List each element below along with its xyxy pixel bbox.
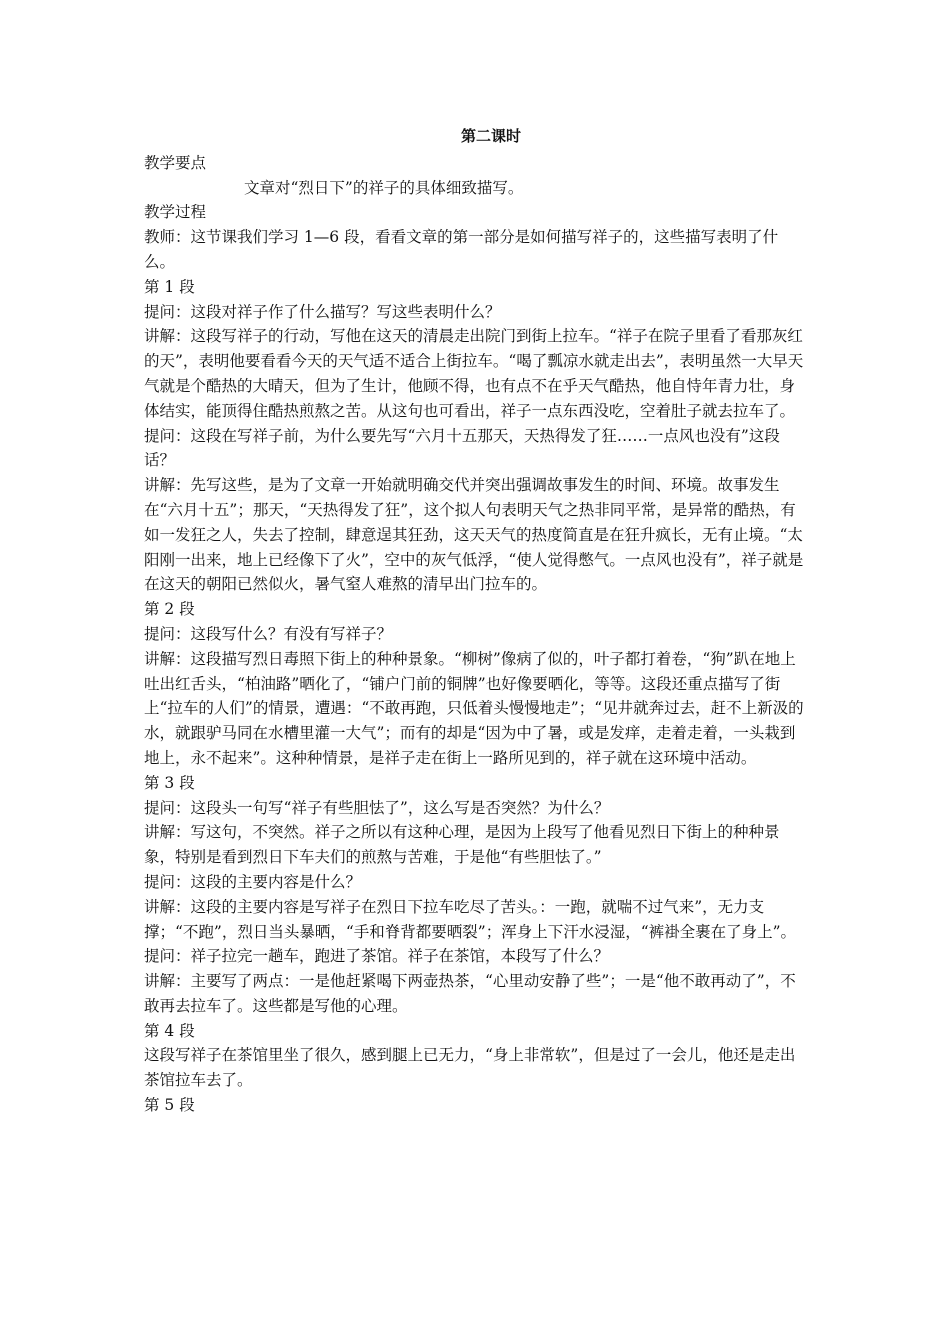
document-page: [144, 124, 808, 1118]
explanation: 讲解：这段写祥子的行动，写他在这天的清晨走出院门到街上拉车。“祥子在院子里看了看那灰红的天”，表明他要看看今天的天气适不适合上街拉车。“喝了瓢凉水就走出去”，表明虽然一大早天气就是个酷热的大晴天，但为了生计，他顾不得，也有点不在乎天气酷热，他自恃年青力壮，身体结实，能顶得住酷热煎熬之苦。从这句也可看出，祥子一点东西没吃，空着肚子就去拉车了。: [144, 327, 804, 420]
section-heading-teaching-process: 教学过程: [144, 203, 207, 222]
question: 提问：祥子拉完一趟车，跑进了茶馆。祥子在茶馆，本段写了什么？: [144, 947, 610, 966]
paragraph: 这段写祥子在茶馆里坐了很久，感到腿上已无力，“身上非常软”，但是过了一会儿，他还是走出茶馆拉车去了。: [144, 1046, 796, 1090]
question: 提问：这段写什么？有没有写祥子？: [144, 624, 393, 643]
segment-heading: 第 1 段: [144, 277, 195, 296]
explanation: 讲解：先写这些，是为了文章一开始就明确交代并突出强调故事发生的时间、环境。故事发生在“六月十五”；那天，“天热得发了狂”，这个拟人句表明天气之热非同平常，是异常的酷热，有如一发狂之人，失去了控制，肆意逞其狂劲，这天天气的热度简直是在狂升疯长，无有止境。“太阳刚一出来，地上已经像下了火”，空中的灰气低浮，“使人觉得憋气。一点风也没有”，祥子就是在这天的朝阳已然似火，暑气窒人难熬的清早出门拉车的。: [144, 476, 804, 594]
question: 提问：这段在写祥子前，为什么要先写“六月十五那天，天热得发了狂……一点风也没有”这段话？: [144, 426, 780, 470]
teaching-point-text: 文章对“烈日下”的祥子的具体细致描写。: [244, 178, 524, 197]
explanation: 讲解：写这句，不突然。祥子之所以有这种心理，是因为上段写了他看见烈日下街上的种种景象，特别是看到烈日下车夫们的煎熬与苦难，于是他“有些胆怯了。”: [144, 823, 780, 867]
page-title: 第二课时: [460, 127, 521, 145]
explanation: 讲解：这段的主要内容是写祥子在烈日下拉车吃尽了苦头。：一跑，就喘不过气来”，无力支撑；“不跑”，烈日当头暴晒，“手和脊背都要晒裂”；浑身上下汗水浸湿，“裤褂全裹在了身上”。: [144, 897, 797, 941]
segment-heading: 第 2 段: [144, 600, 195, 619]
paragraph: 教师：这节课我们学习 1—6 段，看看文章的第一部分是如何描写祥子的，这些描写表明了什么。: [144, 228, 779, 271]
segment-heading: 第 5 段: [144, 1096, 195, 1115]
question: 提问：这段对祥子作了什么描写？写这些表明什么？: [144, 302, 501, 321]
explanation: 讲解：这段描写烈日毒照下街上的种种景象。“柳树”像病了似的，叶子都打着卷，“狗”趴在地上吐出红舌头，“柏油路”晒化了，“铺户门前的铜牌”也好像要晒化，等等。这段还重点描写了街上“拉车的人们”的情景，遭遇：“不敢再跑，只低着头慢慢地走”；“见井就奔过去，赶不上新汲的水，就跟驴马同在水槽里灌一大气”；而有的却是“因为中了暑，或是发痒，走着走着，一头栽到地上，永不起来”。这种种情景，是祥子走在街上一路所见到的，祥子就在这环境中活动。: [144, 649, 804, 767]
question: 提问：这段头一句写“祥子有些胆怯了”，这么写是否突然？为什么？: [144, 798, 610, 817]
explanation: 讲解：主要写了两点：一是他赶紧喝下两壶热茶，“心里动安静了些”；一是“他不敢再动了”，不敢再去拉车了。这些都是写他的心理。: [144, 972, 796, 1015]
section-heading-teaching-points: 教学要点: [144, 153, 207, 172]
segment-heading: 第 4 段: [144, 1021, 195, 1040]
segment-heading: 第 3 段: [144, 773, 195, 792]
question: 提问：这段的主要内容是什么？: [144, 872, 362, 891]
